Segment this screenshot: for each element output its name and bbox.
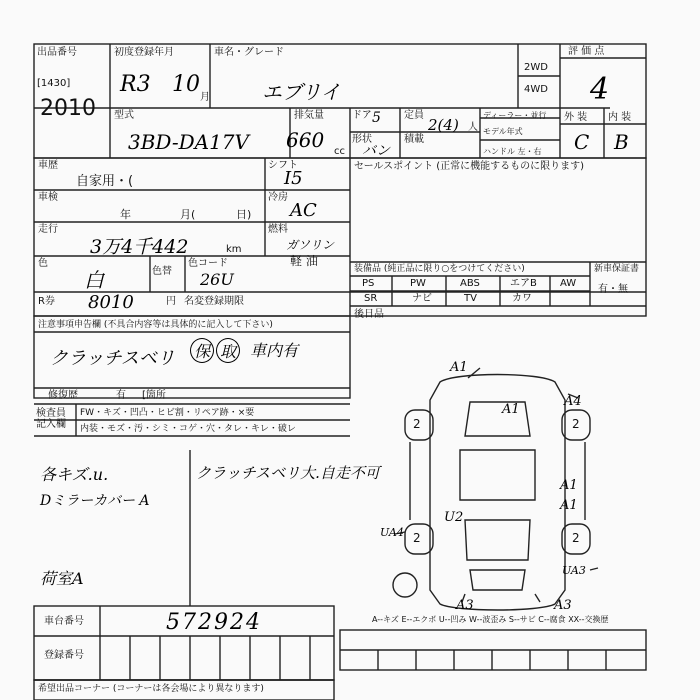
ac-label: 冷房 — [268, 192, 288, 203]
mark-a1-front: A1 — [450, 360, 468, 375]
remarks-stamp-2: 取 — [216, 338, 240, 363]
loadcap-label: 積載 — [404, 134, 424, 145]
lot-label: 出品番号 — [37, 47, 77, 58]
cc-unit: cc — [334, 146, 345, 157]
hope-label: 希望出品コーナー (コーナーは各会場により異なります) — [38, 684, 264, 694]
mark-tire-rr: 2 — [572, 531, 580, 545]
new-car-warranty-label: 新車保証書 — [594, 264, 640, 274]
capacity-value: 2(4) — [428, 116, 459, 134]
mark-tire-rl: 2 — [413, 531, 421, 545]
interior-value: B — [614, 130, 629, 154]
model-name: エブリイ — [262, 80, 341, 104]
check-row-2: 内装・モズ・汚・シミ・コゲ・穴・タレ・キレ・破レ — [80, 424, 296, 434]
new-car-warranty-value: 有・無 — [598, 284, 628, 295]
exterior-label: 外 装 — [564, 112, 588, 123]
body-value: バン — [362, 143, 390, 159]
type-label: 型式 — [114, 110, 134, 121]
mark-tire-fl: 2 — [413, 417, 421, 431]
equip-tv: TV — [464, 293, 477, 304]
mark-u2: U2 — [444, 510, 464, 525]
lot-sub: [1430] — [37, 78, 71, 89]
fuel-value-2: 軽 油 — [290, 254, 318, 268]
equip-sr: SR — [364, 293, 378, 304]
fuel-value-1: ガソリン — [286, 238, 335, 252]
model-label: 車名・グレード — [214, 47, 284, 58]
repair-location: [箇所 — [142, 390, 166, 401]
grade-value: 4 — [590, 72, 610, 107]
inspection-label: 車検 — [38, 192, 58, 203]
sales-point-label: セールスポイント (正常に機能するものに限ります) — [354, 161, 585, 172]
remarks-stamp-1: 保 — [190, 338, 214, 363]
first-reg-year: R3 — [120, 72, 151, 97]
chassis-label: 車台番号 — [44, 616, 84, 627]
cc-label: 排気量 — [294, 110, 324, 121]
door-value: 5 — [372, 110, 381, 126]
capacity-label: 定員 — [404, 110, 424, 121]
exterior-value: C — [574, 130, 590, 154]
remarks-text: クラッチスベリ — [50, 348, 175, 369]
equip-leather: カワ — [512, 293, 532, 304]
drive-4wd: 4WD — [524, 84, 548, 95]
memo-1: 各キズ.u. — [40, 465, 109, 484]
after-label: 後日品 — [354, 309, 384, 320]
color-code-value: 26U — [200, 270, 234, 289]
recycle-label: R券 — [38, 296, 55, 307]
mark-a1-hood: A1 — [502, 402, 520, 417]
reg-no-label: 登録番号 — [44, 650, 84, 661]
shift-label: シフト — [268, 160, 298, 171]
mileage-value: 3万4千442 — [90, 236, 189, 258]
equip-label: 装備品 (純正品に限り○をつけてください) — [354, 264, 525, 274]
memo-2: Dミラーカバー A — [40, 493, 150, 509]
dealer-label: ディーラー・並行 — [483, 111, 547, 120]
yen-unit: 円 — [166, 296, 176, 307]
inspector-label: 検査員 記入欄 — [36, 408, 66, 430]
lot-number: 2010 — [40, 96, 96, 121]
mark-ua4: UA4 — [380, 526, 404, 539]
door-label: ドア — [352, 110, 372, 121]
mark-a3-left: A3 — [456, 598, 474, 613]
model-year-label: モデル年式 — [483, 127, 523, 136]
usage-value: 自家用・( — [76, 174, 134, 189]
equip-aw: AW — [560, 278, 577, 289]
repair-value: 有 — [116, 390, 126, 401]
memo-right: クラッチスベリ大.自走不可 — [196, 464, 380, 482]
usage-label: 車歴 — [38, 160, 58, 171]
expiry-label: 名変登録期限 — [184, 296, 244, 307]
recycle-value: 8010 — [88, 292, 134, 313]
check-row-1: FW・キズ・凹凸・ヒビ割・リペア跡・×要 — [80, 408, 255, 418]
equip-airbag: エアB — [510, 278, 537, 289]
grade-label: 評 価 点 — [568, 46, 605, 57]
mark-a3-right: A3 — [554, 598, 572, 613]
equip-navi: ナビ — [412, 293, 432, 304]
first-reg-month: 10 — [172, 72, 200, 97]
month-unit-2: 月( — [180, 208, 196, 221]
remarks-label: 注意事項申告欄 (不具合内容等は具体的に記入して下さい) — [38, 320, 273, 330]
mark-tire-fr: 2 — [572, 417, 580, 431]
month-unit: 月 — [200, 92, 210, 103]
fuel-label: 燃料 — [268, 224, 288, 235]
equip-ps: PS — [362, 278, 375, 289]
mileage-label: 走行 — [38, 224, 58, 235]
repair-label: 修復歴 — [48, 390, 78, 401]
ac-value: AC — [290, 200, 317, 221]
km-unit: km — [226, 244, 242, 255]
color-code-label: 色コード — [188, 258, 228, 269]
mark-a1-side-1: A1 — [560, 478, 578, 493]
color-label: 色 — [38, 258, 48, 269]
memo-3: 荷室A — [40, 569, 84, 588]
year-unit: 年 — [120, 208, 131, 221]
mark-a4: A4 — [564, 394, 582, 409]
cc-value: 660 — [286, 128, 325, 152]
equip-pw: PW — [410, 278, 426, 289]
person-unit: 人 — [468, 122, 478, 133]
body-label: 形状 — [352, 134, 372, 145]
remarks-extra: 車内有 — [250, 341, 299, 360]
handle-label: ハンドル 左・右 — [483, 147, 542, 156]
interior-label: 内 装 — [608, 112, 632, 123]
color-no-label: 色替 — [152, 266, 172, 277]
first-reg-label: 初度登録年月 — [114, 47, 174, 58]
mark-ua3: UA3 — [562, 564, 586, 577]
mark-a1-side-2: A1 — [560, 498, 578, 513]
damage-legend: A--キズ E--エクボ U--凹み W--波歪み S--サビ C--腐食 XX--交換歴 — [372, 615, 609, 624]
day-unit: 日) — [236, 208, 252, 221]
shift-value: I5 — [284, 168, 303, 189]
color-value: 白 — [84, 268, 104, 292]
drive-2wd: 2WD — [524, 62, 548, 73]
equip-abs: ABS — [460, 278, 480, 289]
type-value: 3BD-DA17V — [128, 130, 249, 154]
chassis-value: 572924 — [166, 610, 262, 635]
